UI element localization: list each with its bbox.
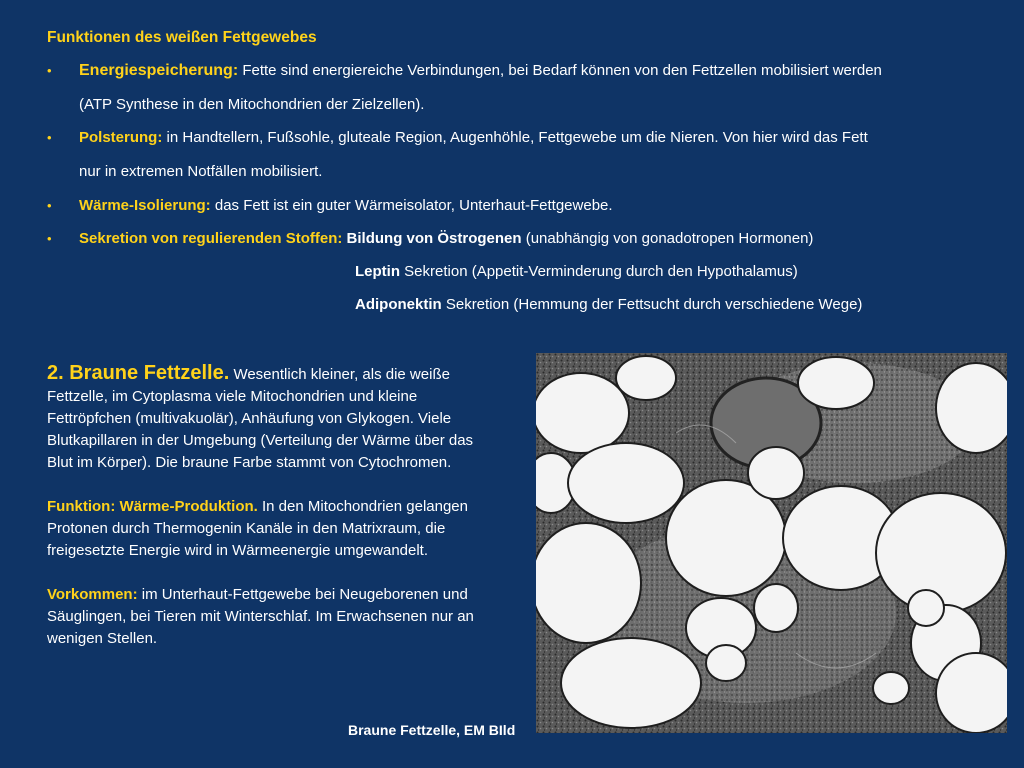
- bullet-waerme-isolierung: [47, 189, 987, 223]
- sub-text: Sekretion (Appetit-Verminderung durch den Hypothalamus): [404, 263, 798, 280]
- occurrence-label: Vorkommen:: [47, 586, 138, 603]
- bullet-text: (unabhängig von gonadotropen Hormonen): [525, 230, 814, 247]
- bullet-term: Wärme-Isolierung:: [79, 197, 211, 214]
- bullet-text: das Fett ist ein guter Wärmeisolator, Unterhaut-Fettgewebe.: [214, 197, 613, 214]
- bullet-term: Sekretion von regulierenden Stoffen:: [79, 230, 343, 247]
- brown-function-paragraph: [47, 496, 497, 562]
- bullet-term: Energiespeicherung:: [79, 62, 239, 79]
- bullet-dot: •: [47, 63, 52, 78]
- bullet-dot: •: [47, 198, 52, 213]
- bullet-sekretion: [47, 222, 987, 256]
- sub-line-leptin: [355, 255, 798, 289]
- sub-line-adiponektin: [355, 288, 862, 322]
- bullet-term: Polsterung:: [79, 129, 163, 146]
- occurrence-text: im Unterhaut-Fettgewebe bei Neugeborenen und Säuglingen, bei Tieren mit Winterschlaf. Im Erwachsenen nur an wenigen Stellen.: [47, 586, 474, 647]
- sub-text: Sekretion (Hemmung der Fettsucht durch verschiedene Wege): [445, 296, 863, 313]
- bullet-continuation: (ATP Synthese in den Mitochondrien der Zielzellen).: [79, 96, 425, 113]
- brown-intro-paragraph: [47, 362, 497, 474]
- brown-heading: 2. Braune Fettzelle.: [47, 362, 230, 384]
- bullet-text: Fette sind energiereiche Verbindungen, bei Bedarf können von den Fettzellen mobilisiert werden: [242, 62, 882, 79]
- em-micrograph-image: [536, 353, 1007, 733]
- bullet-text: in Handtellern, Fußsohle, gluteale Region, Augenhöhle, Fettgewebe um die Nieren. Von hier wird das Fett: [166, 129, 868, 146]
- bullet-strong: Bildung von Östrogenen: [346, 230, 522, 247]
- function-text: In den Mitochondrien gelangen Protonen durch Thermogenin Kanäle in den Matrixraum, die freigesetzte Energie wird in Wärmeenergie umgewandelt.: [47, 498, 468, 559]
- figure-caption: Braune Fettzelle, EM BIld: [348, 722, 516, 738]
- brown-fat-description: [47, 362, 497, 672]
- brown-occurrence-paragraph: [47, 584, 497, 650]
- bullet-dot: •: [47, 130, 52, 145]
- sub-strong: Leptin: [355, 263, 400, 280]
- sub-strong: Adiponektin: [355, 296, 442, 313]
- brown-intro-text: Wesentlich kleiner, als die weiße Fettzelle, im Cytoplasma viele Mitochondrien und kleine Fettröpfchen (multivakuolär), Anhäufung von Glykogen. Viele Blutkapillaren in der Umgebung (Verteilung der Wärme über das Blut im Körper). Die braune Farbe stammt von Cytochromen.: [47, 366, 474, 471]
- bullet-continuation: nur in extremen Notfällen mobilisiert.: [79, 163, 323, 180]
- bullet-energiespeicherung: [47, 54, 987, 122]
- bullet-polsterung: [47, 121, 987, 189]
- slide-title: Funktionen des weißen Fettgewebes: [47, 29, 317, 46]
- function-label: Funktion: Wärme-Produktion.: [47, 498, 258, 515]
- bullet-dot: •: [47, 231, 52, 246]
